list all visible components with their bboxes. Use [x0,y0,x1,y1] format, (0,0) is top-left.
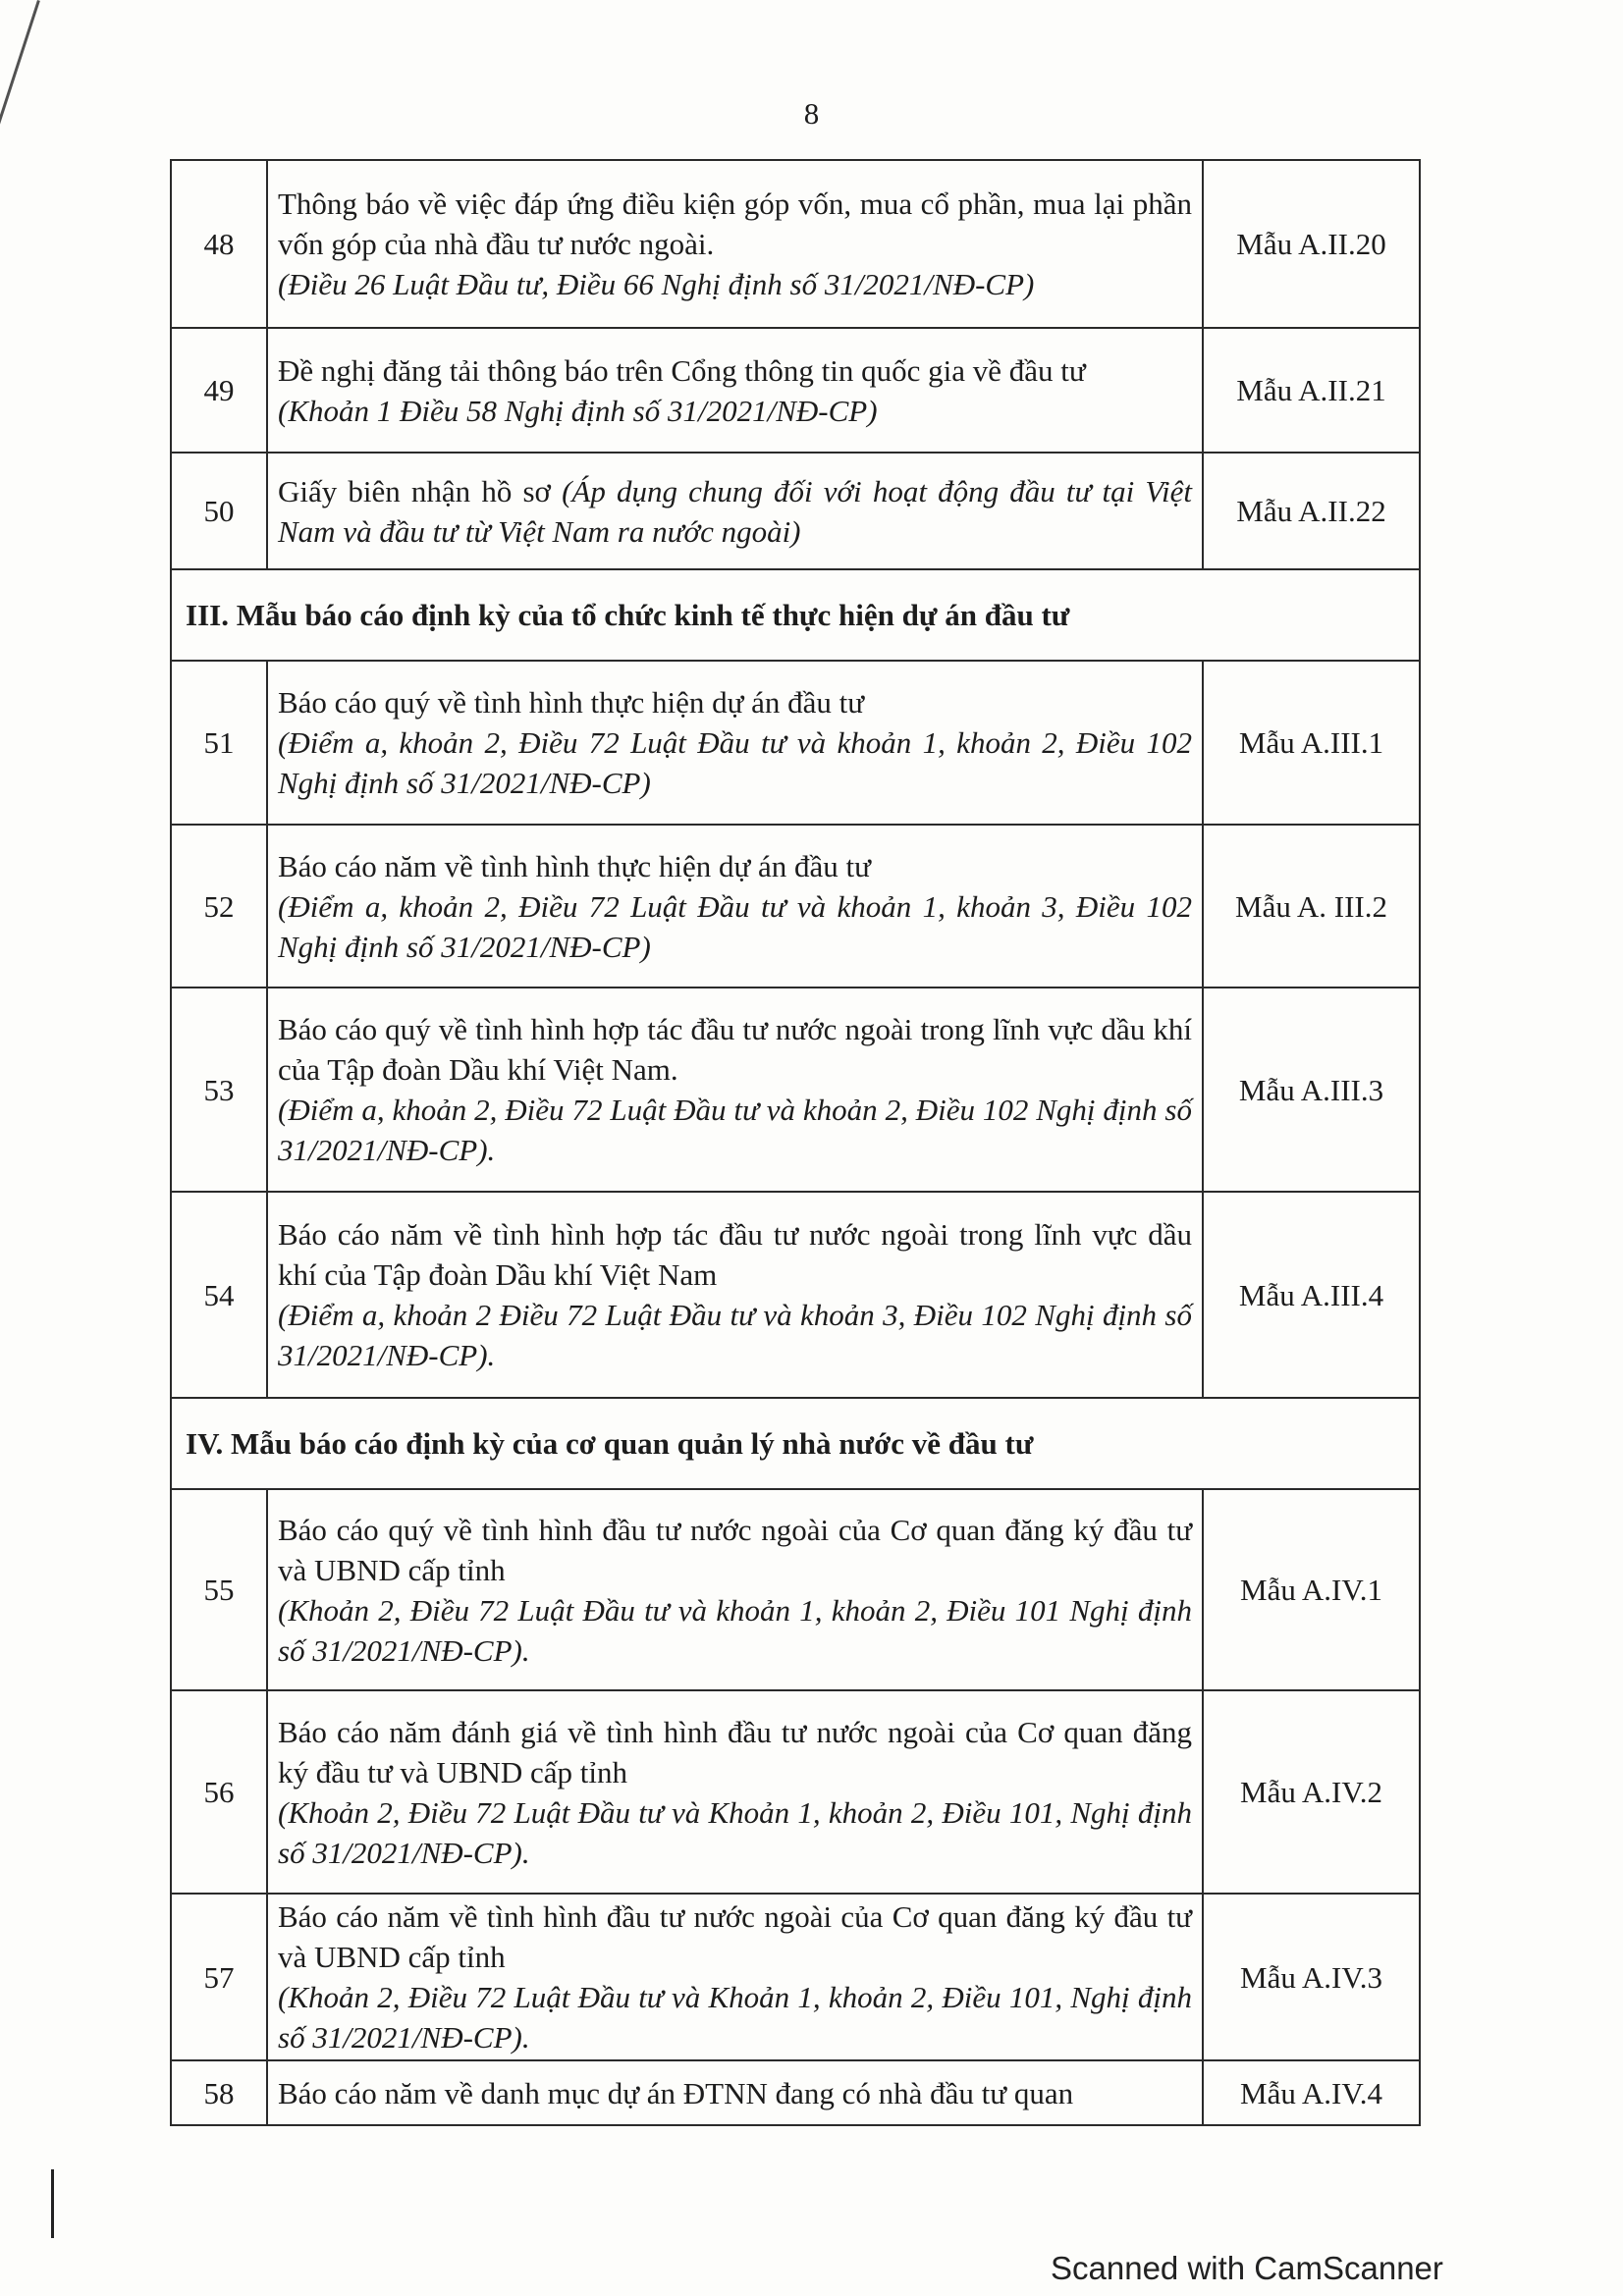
row-number: 49 [171,328,267,453]
section-header-row [171,1398,1420,1489]
row-description [267,160,1203,328]
row-legal-ref: (Điều 26 Luật Đầu tư, Điều 66 Nghị định số 31/2021/NĐ-CP) [278,267,1035,301]
row-title: Báo cáo năm đánh giá về tình hình đầu tư nước ngoài của Cơ quan đăng ký đầu tư và UBND cấp tỉnh [278,1714,1192,1789]
row-legal-ref: (Áp dụng chung đối với hoạt động đầu tư tại Việt Nam và đầu tư từ Việt Nam ra nước ngoài) [278,473,1192,549]
table-row [171,1690,1420,1894]
row-form-code: Mẫu A.IV.1 [1203,1489,1420,1690]
table-row [171,661,1420,825]
row-legal-ref: (Khoản 2, Điều 72 Luật Đầu tư và Khoản 1, khoản 2, Điều 101, Nghị định số 31/2021/NĐ-CP). [278,1794,1192,1870]
row-title: Báo cáo năm về danh mục dự án ĐTNN đang có nhà đầu tư quan [278,2075,1074,2110]
row-description [267,1690,1203,1894]
row-legal-ref: (Điểm a, khoản 2, Điều 72 Luật Đầu tư và khoản 1, khoản 2, Điều 102 Nghị định số 31/2021/NĐ-CP) [278,725,1192,800]
row-legal-ref: (Điểm a, khoản 2, Điều 72 Luật Đầu tư và khoản 2, Điều 102 Nghị định số 31/2021/NĐ-CP). [278,1093,1192,1167]
row-form-code: Mẫu A.III.1 [1203,661,1420,825]
row-number: 58 [171,2060,267,2125]
table-row [171,453,1420,569]
table-row [171,328,1420,453]
row-title: Báo cáo quý về tình hình hợp tác đầu tư nước ngoài trong lĩnh vực dầu khí của Tập đoàn Dầu khí Việt Nam. [278,1012,1192,1087]
row-title: Báo cáo năm về tình hình đầu tư nước ngoài của Cơ quan đăng ký đầu tư và UBND cấp tỉnh [278,1899,1192,1974]
row-description [267,825,1203,988]
row-description [267,661,1203,825]
row-number: 55 [171,1489,267,1690]
row-number: 50 [171,453,267,569]
scan-edge-mark [0,0,40,281]
row-description [267,988,1203,1192]
section-header-row [171,569,1420,661]
row-title: Giấy biên nhận hồ sơ [278,473,551,508]
row-title: Thông báo về việc đáp ứng điều kiện góp vốn, mua cổ phần, mua lại phần vốn góp của nhà đầu tư nước ngoài. [278,187,1192,261]
row-form-code: Mẫu A.IV.3 [1203,1894,1420,2060]
row-form-code: Mẫu A.II.20 [1203,160,1420,328]
row-legal-ref: (Điểm a, khoản 2, Điều 72 Luật Đầu tư và khoản 1, khoản 3, Điều 102 Nghị định số 31/2021/NĐ-CP) [278,888,1192,964]
row-number: 52 [171,825,267,988]
form-list-table [170,159,1421,2126]
row-title: Báo cáo năm về tình hình thực hiện dự án đầu tư [278,848,871,883]
table-row [171,1192,1420,1398]
row-title: Báo cáo quý về tình hình thực hiện dự án đầu tư [278,685,865,720]
row-description [267,328,1203,453]
row-form-code: Mẫu A. III.2 [1203,825,1420,988]
table-row [171,2060,1420,2125]
row-description [267,1192,1203,1398]
table-row [171,1894,1420,2060]
row-title: Báo cáo quý về tình hình đầu tư nước ngoài của Cơ quan đăng ký đầu tư và UBND cấp tỉnh [278,1512,1192,1587]
row-form-code: Mẫu A.II.22 [1203,453,1420,569]
row-title: Báo cáo năm về tình hình hợp tác đầu tư nước ngoài trong lĩnh vực dầu khí của Tập đoàn Dầu khí Việt Nam [278,1217,1192,1292]
row-number: 57 [171,1894,267,2060]
section-title: IV. Mẫu báo cáo định kỳ của cơ quan quản lý nhà nước về đầu tư [171,1398,1420,1489]
row-number: 54 [171,1192,267,1398]
row-form-code: Mẫu A.IV.2 [1203,1690,1420,1894]
table-row [171,160,1420,328]
row-description [267,2060,1203,2125]
table-row [171,825,1420,988]
row-legal-ref: (Khoản 2, Điều 72 Luật Đầu tư và Khoản 1, khoản 2, Điều 101, Nghị định số 31/2021/NĐ-CP). [278,1980,1192,2055]
section-title: III. Mẫu báo cáo định kỳ của tổ chức kinh tế thực hiện dự án đầu tư [171,569,1420,661]
row-legal-ref: (Khoản 2, Điều 72 Luật Đầu tư và khoản 1, khoản 2, Điều 101 Nghị định số 31/2021/NĐ-CP). [278,1592,1192,1668]
table-row [171,1489,1420,1690]
row-number: 48 [171,160,267,328]
row-number: 56 [171,1690,267,1894]
row-legal-ref: (Khoản 1 Điều 58 Nghị định số 31/2021/NĐ-CP) [278,393,878,428]
row-description [267,1894,1203,2060]
row-number: 51 [171,661,267,825]
row-legal-ref: (Điểm a, khoản 2 Điều 72 Luật Đầu tư và khoản 3, Điều 102 Nghị định số 31/2021/NĐ-CP). [278,1298,1192,1372]
page-number: 8 [803,96,820,131]
row-form-code: Mẫu A.III.3 [1203,988,1420,1192]
row-title: Đề nghị đăng tải thông báo trên Cổng thông tin quốc gia về đầu tư [278,352,1086,388]
row-form-code: Mẫu A.IV.4 [1203,2060,1420,2125]
table-row [171,988,1420,1192]
row-form-code: Mẫu A.III.4 [1203,1192,1420,1398]
row-description [267,453,1203,569]
row-number: 53 [171,988,267,1192]
scan-edge-tick [51,2169,54,2238]
scanner-watermark: Scanned with CamScanner [1051,2250,1443,2286]
row-description [267,1489,1203,1690]
row-form-code: Mẫu A.II.21 [1203,328,1420,453]
